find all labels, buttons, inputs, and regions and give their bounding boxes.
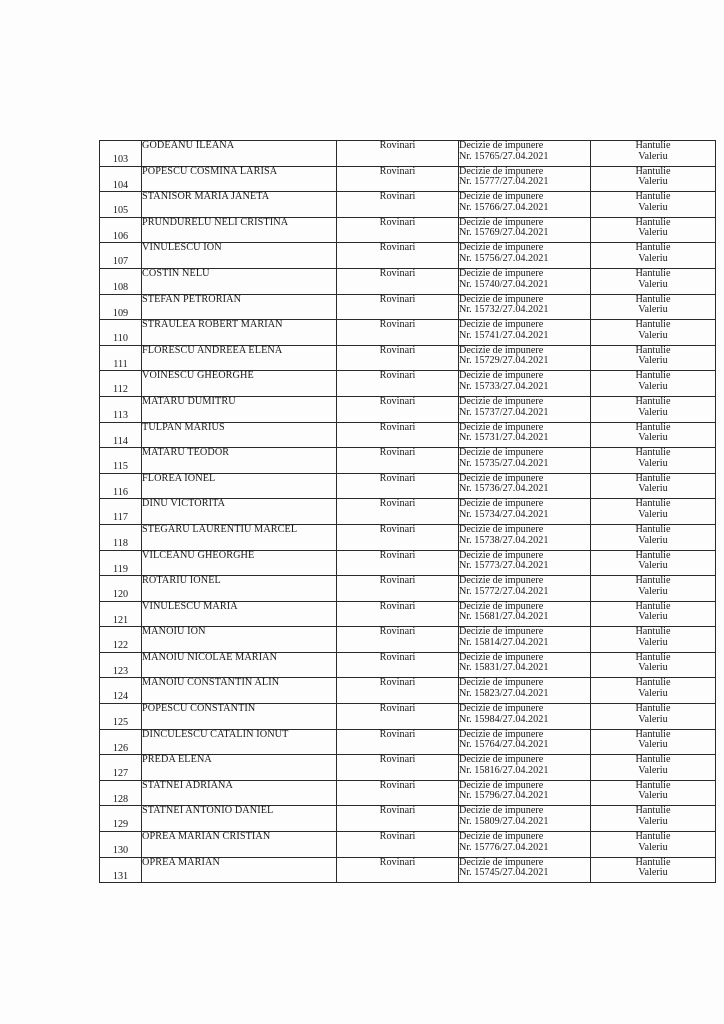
row-number: 124 — [100, 678, 142, 704]
decision-title: Decizie de impunere — [459, 601, 544, 612]
decision-number: Nr. 15756/27.04.2021 — [459, 252, 549, 264]
row-number: 125 — [100, 704, 142, 730]
inspector-surname: Hantulie — [635, 857, 671, 868]
row-number: 130 — [100, 832, 142, 858]
inspector-cell — [591, 704, 716, 730]
inspector-surname: Hantulie — [635, 575, 671, 587]
taxpayer-name: DINCULESCU CATALIN IONUT — [142, 729, 337, 755]
decision-cell — [459, 832, 591, 858]
tax-decision-table — [99, 140, 716, 883]
decision-number: Nr. 15735/27.04.2021 — [459, 457, 549, 469]
decision-cell — [459, 704, 591, 730]
inspector-cell — [591, 396, 716, 422]
locality: Rovinari — [337, 729, 459, 755]
table-row — [100, 422, 716, 448]
taxpayer-name: MANOIU CONSTANTIN ALIN — [142, 678, 337, 704]
inspector-given-name: Valeriu — [638, 688, 668, 700]
taxpayer-name: FLORESCU ANDREEA ELENA — [142, 345, 337, 371]
inspector-surname: Hantulie — [635, 422, 671, 433]
taxpayer-name: COSTIN NELU — [142, 268, 337, 294]
inspector-cell — [591, 755, 716, 781]
inspector-surname: Hantulie — [635, 524, 671, 535]
inspector-surname: Hantulie — [635, 473, 671, 484]
inspector-cell — [591, 448, 716, 474]
decision-cell — [459, 499, 591, 525]
row-number: 128 — [100, 780, 142, 806]
decision-number: Nr. 15681/27.04.2021 — [459, 611, 549, 623]
decision-number: Nr. 15776/27.04.2021 — [459, 841, 549, 853]
row-number: 131 — [100, 857, 142, 883]
decision-title: Decizie de impunere — [459, 191, 544, 203]
table-row — [100, 141, 716, 167]
locality: Rovinari — [337, 524, 459, 550]
taxpayer-name: STRAULEA ROBERT MARIAN — [142, 320, 337, 346]
inspector-given-name: Valeriu — [638, 611, 668, 623]
inspector-surname: Hantulie — [635, 396, 671, 407]
inspector-cell — [591, 499, 716, 525]
row-number: 121 — [100, 601, 142, 627]
taxpayer-name: OPREA MARIAN CRISTIAN — [142, 832, 337, 858]
inspector-given-name: Valeriu — [638, 662, 668, 674]
decision-number: Nr. 15745/27.04.2021 — [459, 867, 549, 879]
decision-number: Nr. 15809/27.04.2021 — [459, 816, 549, 828]
row-number: 115 — [100, 448, 142, 474]
inspector-cell — [591, 806, 716, 832]
decision-cell — [459, 345, 591, 371]
decision-cell — [459, 448, 591, 474]
decision-title: Decizie de impunere — [459, 268, 544, 279]
inspector-cell — [591, 371, 716, 397]
row-number: 129 — [100, 806, 142, 832]
taxpayer-name: PREDA ELENA — [142, 755, 337, 781]
inspector-given-name: Valeriu — [638, 816, 668, 828]
decision-number: Nr. 15772/27.04.2021 — [459, 585, 549, 597]
decision-title: Decizie de impunere — [459, 294, 544, 305]
decision-title: Decizie de impunere — [459, 242, 544, 254]
taxpayer-name: STANISOR MARIA JANETA — [142, 192, 337, 218]
locality: Rovinari — [337, 345, 459, 371]
inspector-cell — [591, 422, 716, 448]
row-number: 127 — [100, 755, 142, 781]
table-row — [100, 448, 716, 474]
decision-number: Nr. 15796/27.04.2021 — [459, 790, 549, 802]
table-row — [100, 371, 716, 397]
taxpayer-name: OPREA MARIAN — [142, 857, 337, 883]
decision-number: Nr. 15777/27.04.2021 — [459, 176, 549, 188]
locality: Rovinari — [337, 576, 459, 602]
decision-title: Decizie de impunere — [459, 319, 544, 331]
decision-cell — [459, 268, 591, 294]
decision-title: Decizie de impunere — [459, 626, 544, 638]
decision-title: Decizie de impunere — [459, 805, 544, 817]
decision-cell — [459, 576, 591, 602]
locality: Rovinari — [337, 627, 459, 653]
decision-title: Decizie de impunere — [459, 780, 544, 791]
decision-number: Nr. 15765/27.04.2021 — [459, 150, 549, 162]
decision-title: Decizie de impunere — [459, 396, 544, 407]
inspector-surname: Hantulie — [635, 780, 671, 791]
inspector-cell — [591, 627, 716, 653]
decision-title: Decizie de impunere — [459, 166, 544, 177]
inspector-cell — [591, 192, 716, 218]
taxpayer-name: PRUNDURELU NELI CRISTINA — [142, 217, 337, 243]
inspector-surname: Hantulie — [635, 319, 671, 331]
decision-cell — [459, 243, 591, 269]
row-number: 112 — [100, 371, 142, 397]
row-number: 108 — [100, 268, 142, 294]
decision-cell — [459, 422, 591, 448]
decision-number: Nr. 15736/27.04.2021 — [459, 483, 549, 495]
inspector-given-name: Valeriu — [638, 790, 668, 802]
decision-title: Decizie de impunere — [459, 140, 544, 151]
taxpayer-name: MATARU TEODOR — [142, 448, 337, 474]
row-number: 114 — [100, 422, 142, 448]
locality: Rovinari — [337, 704, 459, 730]
inspector-surname: Hantulie — [635, 550, 671, 561]
decision-cell — [459, 601, 591, 627]
table-row — [100, 857, 716, 883]
inspector-cell — [591, 320, 716, 346]
taxpayer-name: POPESCU COSMINA LARISA — [142, 166, 337, 192]
inspector-cell — [591, 780, 716, 806]
decision-number: Nr. 15740/27.04.2021 — [459, 278, 549, 290]
inspector-cell — [591, 601, 716, 627]
inspector-surname: Hantulie — [635, 166, 671, 177]
decision-number: Nr. 15738/27.04.2021 — [459, 534, 549, 546]
decision-cell — [459, 652, 591, 678]
inspector-given-name: Valeriu — [638, 227, 668, 239]
inspector-cell — [591, 550, 716, 576]
decision-title: Decizie de impunere — [459, 729, 544, 740]
row-number: 106 — [100, 217, 142, 243]
taxpayer-name: VINULESCU ION — [142, 243, 337, 269]
inspector-surname: Hantulie — [635, 805, 671, 817]
decision-title: Decizie de impunere — [459, 345, 544, 356]
locality: Rovinari — [337, 217, 459, 243]
inspector-cell — [591, 217, 716, 243]
table-row — [100, 499, 716, 525]
decision-number: Nr. 15729/27.04.2021 — [459, 355, 549, 367]
decision-cell — [459, 780, 591, 806]
decision-cell — [459, 294, 591, 320]
taxpayer-name: FLOREA IONEL — [142, 473, 337, 499]
inspector-surname: Hantulie — [635, 601, 671, 612]
inspector-given-name: Valeriu — [638, 201, 668, 213]
decision-cell — [459, 550, 591, 576]
locality: Rovinari — [337, 601, 459, 627]
decision-number: Nr. 15732/27.04.2021 — [459, 304, 549, 316]
taxpayer-name: VOINESCU GHEORGHE — [142, 371, 337, 397]
decision-title: Decizie de impunere — [459, 524, 544, 535]
locality: Rovinari — [337, 268, 459, 294]
inspector-cell — [591, 832, 716, 858]
inspector-surname: Hantulie — [635, 498, 671, 510]
row-number: 122 — [100, 627, 142, 653]
locality: Rovinari — [337, 422, 459, 448]
locality: Rovinari — [337, 755, 459, 781]
taxpayer-name: STATNEI ADRIANA — [142, 780, 337, 806]
decision-cell — [459, 524, 591, 550]
inspector-given-name: Valeriu — [638, 278, 668, 290]
taxpayer-name: MANOIU NICOLAE MARIAN — [142, 652, 337, 678]
inspector-cell — [591, 857, 716, 883]
table-row — [100, 627, 716, 653]
inspector-surname: Hantulie — [635, 294, 671, 305]
decision-number: Nr. 15741/27.04.2021 — [459, 329, 549, 341]
table-row — [100, 243, 716, 269]
locality: Rovinari — [337, 780, 459, 806]
inspector-given-name: Valeriu — [638, 380, 668, 392]
decision-title: Decizie de impunere — [459, 575, 544, 587]
row-number: 104 — [100, 166, 142, 192]
inspector-cell — [591, 294, 716, 320]
inspector-surname: Hantulie — [635, 652, 671, 663]
decision-number: Nr. 15737/27.04.2021 — [459, 406, 549, 418]
decision-title: Decizie de impunere — [459, 754, 544, 766]
inspector-surname: Hantulie — [635, 729, 671, 740]
decision-cell — [459, 473, 591, 499]
decision-number: Nr. 15816/27.04.2021 — [459, 764, 549, 776]
taxpayer-name: STEGARU LAURENTIU MARCEL — [142, 524, 337, 550]
inspector-given-name: Valeriu — [638, 252, 668, 264]
decision-number: Nr. 15766/27.04.2021 — [459, 201, 549, 213]
inspector-given-name: Valeriu — [638, 867, 668, 879]
taxpayer-name: DINU VICTORITA — [142, 499, 337, 525]
inspector-given-name: Valeriu — [638, 457, 668, 469]
table-row — [100, 729, 716, 755]
row-number: 116 — [100, 473, 142, 499]
inspector-cell — [591, 576, 716, 602]
inspector-surname: Hantulie — [635, 754, 671, 766]
decision-number: Nr. 15823/27.04.2021 — [459, 688, 549, 700]
locality: Rovinari — [337, 396, 459, 422]
decision-number: Nr. 15773/27.04.2021 — [459, 560, 549, 572]
table-row — [100, 652, 716, 678]
decision-number: Nr. 15733/27.04.2021 — [459, 380, 549, 392]
decision-cell — [459, 678, 591, 704]
inspector-surname: Hantulie — [635, 831, 671, 843]
taxpayer-name: MATARU DUMITRU — [142, 396, 337, 422]
inspector-given-name: Valeriu — [638, 560, 668, 572]
row-number: 111 — [100, 345, 142, 371]
inspector-given-name: Valeriu — [638, 329, 668, 341]
row-number: 118 — [100, 524, 142, 550]
decision-cell — [459, 806, 591, 832]
inspector-given-name: Valeriu — [638, 432, 668, 444]
locality: Rovinari — [337, 678, 459, 704]
table-row — [100, 576, 716, 602]
decision-number: Nr. 15764/27.04.2021 — [459, 739, 549, 751]
inspector-cell — [591, 524, 716, 550]
table-row — [100, 780, 716, 806]
row-number: 120 — [100, 576, 142, 602]
decision-cell — [459, 166, 591, 192]
decision-cell — [459, 192, 591, 218]
row-number: 105 — [100, 192, 142, 218]
table-row — [100, 550, 716, 576]
locality: Rovinari — [337, 448, 459, 474]
locality: Rovinari — [337, 371, 459, 397]
table-body — [100, 141, 716, 883]
inspector-given-name: Valeriu — [638, 483, 668, 495]
inspector-surname: Hantulie — [635, 447, 671, 459]
inspector-surname: Hantulie — [635, 242, 671, 254]
locality: Rovinari — [337, 499, 459, 525]
taxpayer-name: ROTARIU IONEL — [142, 576, 337, 602]
decision-number: Nr. 15814/27.04.2021 — [459, 636, 549, 648]
locality: Rovinari — [337, 320, 459, 346]
inspector-given-name: Valeriu — [638, 739, 668, 751]
decision-title: Decizie de impunere — [459, 550, 544, 561]
table-row — [100, 396, 716, 422]
decision-cell — [459, 217, 591, 243]
locality: Rovinari — [337, 166, 459, 192]
inspector-surname: Hantulie — [635, 268, 671, 279]
inspector-surname: Hantulie — [635, 703, 671, 715]
row-number: 126 — [100, 729, 142, 755]
table-row — [100, 268, 716, 294]
decision-cell — [459, 729, 591, 755]
decision-title: Decizie de impunere — [459, 473, 544, 484]
decision-number: Nr. 15984/27.04.2021 — [459, 713, 549, 725]
locality: Rovinari — [337, 294, 459, 320]
locality: Rovinari — [337, 652, 459, 678]
decision-number: Nr. 15734/27.04.2021 — [459, 508, 549, 520]
inspector-surname: Hantulie — [635, 370, 671, 382]
decision-title: Decizie de impunere — [459, 703, 544, 715]
table-row — [100, 806, 716, 832]
taxpayer-name: VINULESCU MARIA — [142, 601, 337, 627]
table-row — [100, 704, 716, 730]
row-number: 110 — [100, 320, 142, 346]
decision-title: Decizie de impunere — [459, 447, 544, 459]
table-row — [100, 524, 716, 550]
inspector-cell — [591, 243, 716, 269]
table-row — [100, 166, 716, 192]
taxpayer-name: VILCEANU GHEORGHE — [142, 550, 337, 576]
table-row — [100, 320, 716, 346]
inspector-surname: Hantulie — [635, 677, 671, 689]
inspector-surname: Hantulie — [635, 626, 671, 638]
decision-title: Decizie de impunere — [459, 652, 544, 663]
table-row — [100, 473, 716, 499]
table-row — [100, 601, 716, 627]
decision-cell — [459, 320, 591, 346]
row-number: 107 — [100, 243, 142, 269]
decision-title: Decizie de impunere — [459, 857, 544, 868]
taxpayer-name: TULPAN MARIUS — [142, 422, 337, 448]
locality: Rovinari — [337, 243, 459, 269]
decision-title: Decizie de impunere — [459, 422, 544, 433]
inspector-given-name: Valeriu — [638, 304, 668, 316]
decision-title: Decizie de impunere — [459, 677, 544, 689]
decision-number: Nr. 15769/27.04.2021 — [459, 227, 549, 239]
decision-cell — [459, 371, 591, 397]
taxpayer-name: POPESCU CONSTANTIN — [142, 704, 337, 730]
taxpayer-name: STEFAN PETRORIAN — [142, 294, 337, 320]
inspector-surname: Hantulie — [635, 345, 671, 356]
inspector-surname: Hantulie — [635, 191, 671, 203]
row-number: 119 — [100, 550, 142, 576]
row-number: 117 — [100, 499, 142, 525]
decision-title: Decizie de impunere — [459, 831, 544, 843]
inspector-cell — [591, 652, 716, 678]
taxpayer-name: GODEANU ILEANA — [142, 141, 337, 167]
row-number: 123 — [100, 652, 142, 678]
locality: Rovinari — [337, 473, 459, 499]
row-number: 113 — [100, 396, 142, 422]
taxpayer-name: STATNEI ANTONIO DANIEL — [142, 806, 337, 832]
inspector-cell — [591, 345, 716, 371]
row-number: 103 — [100, 141, 142, 167]
taxpayer-name: MANOIU ION — [142, 627, 337, 653]
decision-title: Decizie de impunere — [459, 498, 544, 510]
inspector-given-name: Valeriu — [638, 534, 668, 546]
inspector-cell — [591, 473, 716, 499]
decision-cell — [459, 627, 591, 653]
table-row — [100, 678, 716, 704]
inspector-surname: Hantulie — [635, 217, 671, 228]
inspector-given-name: Valeriu — [638, 355, 668, 367]
decision-cell — [459, 141, 591, 167]
inspector-cell — [591, 166, 716, 192]
table-row — [100, 192, 716, 218]
decision-cell — [459, 857, 591, 883]
decision-title: Decizie de impunere — [459, 217, 544, 228]
decision-cell — [459, 755, 591, 781]
locality: Rovinari — [337, 806, 459, 832]
inspector-surname: Hantulie — [635, 140, 671, 151]
decision-number: Nr. 15831/27.04.2021 — [459, 662, 549, 674]
locality: Rovinari — [337, 857, 459, 883]
inspector-given-name: Valeriu — [638, 150, 668, 162]
table-row — [100, 755, 716, 781]
inspector-cell — [591, 141, 716, 167]
inspector-cell — [591, 268, 716, 294]
locality: Rovinari — [337, 141, 459, 167]
inspector-cell — [591, 678, 716, 704]
decision-number: Nr. 15731/27.04.2021 — [459, 432, 549, 444]
decision-cell — [459, 396, 591, 422]
inspector-given-name: Valeriu — [638, 585, 668, 597]
inspector-given-name: Valeriu — [638, 764, 668, 776]
table-row — [100, 294, 716, 320]
decision-title: Decizie de impunere — [459, 370, 544, 382]
inspector-given-name: Valeriu — [638, 406, 668, 418]
inspector-cell — [591, 729, 716, 755]
row-number: 109 — [100, 294, 142, 320]
inspector-given-name: Valeriu — [638, 841, 668, 853]
table-row — [100, 345, 716, 371]
locality: Rovinari — [337, 192, 459, 218]
inspector-given-name: Valeriu — [638, 713, 668, 725]
locality: Rovinari — [337, 832, 459, 858]
locality: Rovinari — [337, 550, 459, 576]
inspector-given-name: Valeriu — [638, 636, 668, 648]
inspector-given-name: Valeriu — [638, 508, 668, 520]
inspector-given-name: Valeriu — [638, 176, 668, 188]
table-row — [100, 217, 716, 243]
table-row — [100, 832, 716, 858]
